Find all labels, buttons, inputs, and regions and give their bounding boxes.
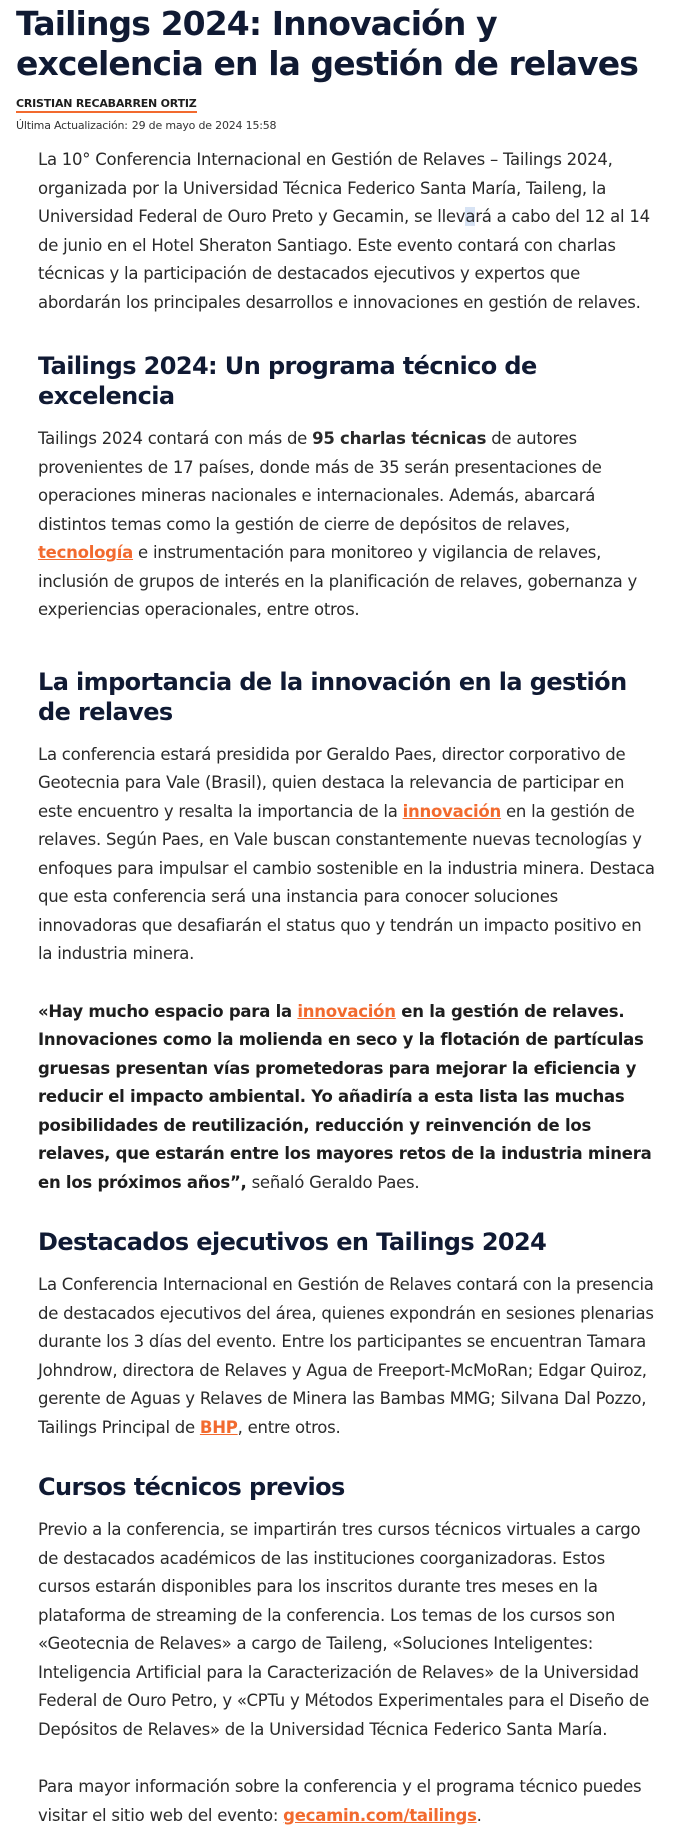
executives-paragraph	[38, 1271, 660, 1442]
section-heading-program: Tailings 2024: Un programa técnico de excelencia	[38, 352, 537, 410]
quote-text-cont: en la gestión de relaves. Innovaciones como la molienda en seco y la flotación de partículas gruesas presentan vías prometedoras para mejorar la eficiencia y reducir el impacto ambiental. Yo añadiría a esta lista las muchas posibilidades de reutilización, reducción y reinvención de los relaves, que estarán entre los mayores retos de la industria minera en los próximos años”,	[38, 1001, 652, 1192]
text: de autores provenientes de 17 países, donde más de 35 serán presentaciones de operaciones mineras nacionales e internacionales. Además, abarcará distintos temas como la gestión de cierre de depósitos de relaves,	[38, 429, 602, 534]
tecnologia-link[interactable]: tecnología	[38, 543, 134, 562]
intro-paragraph	[38, 146, 660, 317]
quote-text: «Hay mucho espacio para la	[38, 1001, 298, 1021]
article-title: Tailings 2024: Innovación y excelencia en la gestión de relaves	[16, 4, 639, 83]
intro-text: La 10° Conferencia Internacional en Gestión de Relaves – Tailings 2024, organizada por la Universidad Técnica Federico Santa María, Taileng, la Universidad Federal de Ouro Preto y Gecamin, se llev	[38, 150, 613, 226]
innovation-paragraph	[38, 741, 660, 969]
section-heading-executives: Destacados ejecutivos en Tailings 2024	[38, 1228, 547, 1256]
last-updated	[16, 119, 276, 132]
intro-text-cont: rá a cabo del 12 al 14 de junio en el Hotel Sheraton Santiago. Este evento contará con charlas técnicas y la participación de destacados ejecutivos y expertos que abordarán los principales desarrollos e innovaciones en gestión de relaves.	[38, 207, 650, 312]
courses-paragraph: Previo a la conferencia, se impartirán tres cursos técnicos virtuales a cargo de destacados académicos de las instituciones coorganizadoras. Estos cursos estarán disponibles para los inscritos durante tres meses en la plataforma de streaming de la conferencia. Los temas de los cursos son «Geotecnia de Relaves» a cargo de Taileng, «Soluciones Inteligentes: Inteligencia Artificial para la Caracterización de Relaves» de la Universidad Federal de Ouro Petro, y «CPTu y Métodos Experimentales para el Diseño de Depósitos de Relaves» de la Universidad Técnica Federico Santa María.	[38, 1520, 650, 1739]
last-updated-value: 29 de mayo de 2024 15:58	[131, 119, 277, 132]
innovacion-quote-link[interactable]: innovación	[297, 1001, 396, 1021]
author-link[interactable]: CRISTIAN RECABARREN ORTIZ	[16, 97, 197, 113]
section-heading-courses: Cursos técnicos previos	[38, 1473, 345, 1501]
text: Tailings 2024 contará con más de	[38, 429, 313, 448]
bhp-link[interactable]: BHP	[199, 1417, 238, 1437]
text: Para mayor información sobre la conferencia y el programa técnico puedes visitar el sitio web del evento:	[38, 1777, 642, 1825]
text: e instrumentación para monitoreo y vigilancia de relaves, inclusión de grupos de interés en la planificación de relaves, gobernanza y experiencias operacionales, entre otros.	[38, 543, 637, 619]
section-heading-innovation: La importancia de la innovación en la gestión de relaves	[38, 667, 627, 726]
quote-attribution: señaló Geraldo Paes.	[246, 1172, 420, 1192]
text: La Conferencia Internacional en Gestión de Relaves contará con la presencia de destacados ejecutivos del área, quienes expondrán en sesiones plenarias durante los 3 días del evento. Entre los participantes se encuentran Tamara Johndrow, directora de Relaves y Agua de Freeport-McMoRan; Edgar Quiroz, gerente de Aguas y Relaves de Minera las Bambas MMG; Silvana Dal Pozzo, Tailings Principal de	[38, 1275, 654, 1437]
gecamin-link[interactable]: gecamin.com/tailings	[283, 1805, 477, 1825]
article-body	[38, 146, 660, 1830]
bold-text: 95 charlas técnicas	[312, 429, 487, 448]
text: en la gestión de relaves. Según Paes, en Vale buscan constantemente nuevas tecnologías y enfoques para impulsar el cambio sostenible en la industria minera. Destaca que esta conferencia será una instancia para conocer soluciones innovadoras que desafiarán el status quo y tendrán un impacto positivo en la industria minera.	[38, 801, 655, 963]
selected-text: a	[465, 207, 476, 226]
more-info-paragraph	[38, 1773, 660, 1830]
last-updated-label: Última Actualización:	[16, 119, 128, 132]
text: La conferencia estará presidida por Geraldo Paes, director corporativo de Geotecnia para Vale (Brasil), quien destaca la relevancia de participar en este encuentro y resalta la importancia de la	[38, 744, 626, 821]
innovacion-link[interactable]: innovación	[402, 801, 502, 821]
text: .	[476, 1805, 482, 1825]
program-paragraph	[38, 425, 660, 625]
text: , entre otros.	[237, 1417, 341, 1437]
quote-paragraph	[38, 998, 660, 1198]
